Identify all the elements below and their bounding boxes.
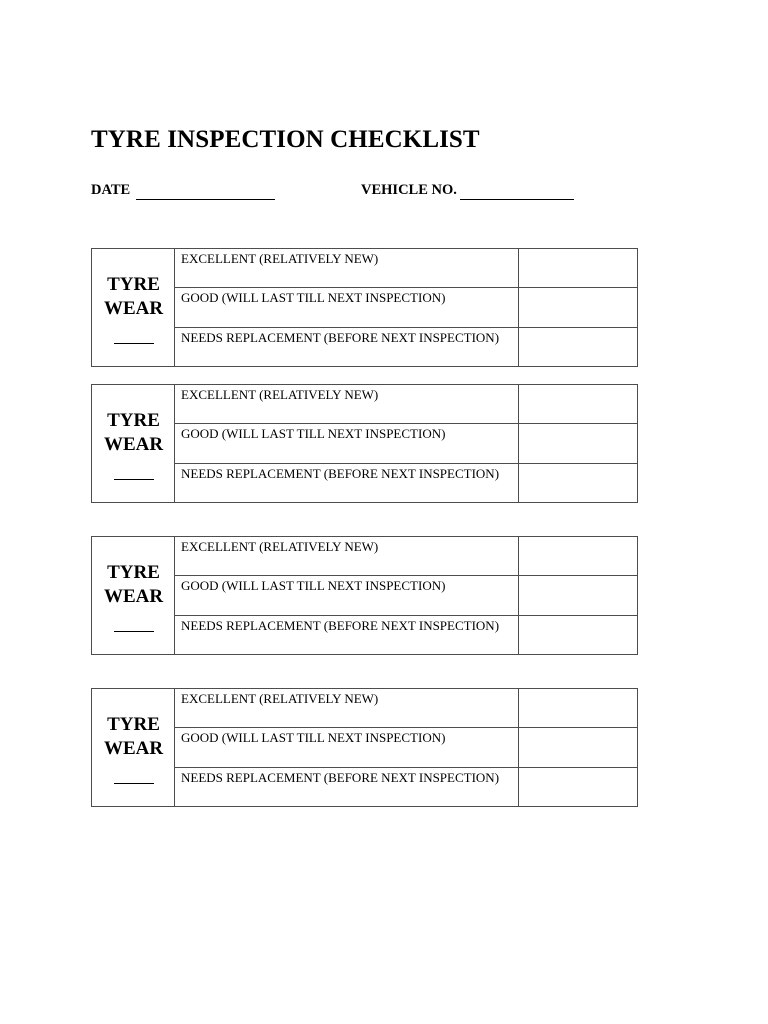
option-row-needs-replacement — [175, 328, 637, 366]
option-label: GOOD (WILL LAST TILL NEXT INSPECTION) — [181, 290, 446, 305]
tyre-wear-block — [91, 384, 638, 503]
tyre-label: TYRE — [107, 410, 160, 431]
check-cell[interactable] — [518, 768, 637, 806]
tyre-wear-label-cell — [92, 385, 175, 502]
check-cell[interactable] — [518, 249, 637, 287]
option-row-excellent — [175, 249, 637, 288]
tyre-wear-block — [91, 688, 638, 807]
option-label: EXCELLENT (RELATIVELY NEW) — [181, 387, 379, 402]
option-label: GOOD (WILL LAST TILL NEXT INSPECTION) — [181, 578, 446, 593]
wear-label: WEAR — [103, 434, 164, 455]
option-row-excellent — [175, 537, 637, 576]
vehicle-number-field[interactable] — [460, 199, 574, 200]
tyre-position-field[interactable] — [114, 631, 154, 632]
tyre-position-field[interactable] — [114, 783, 154, 784]
tyre-wear-label-cell — [92, 249, 175, 366]
option-row-needs-replacement — [175, 616, 637, 654]
option-label: GOOD (WILL LAST TILL NEXT INSPECTION) — [181, 426, 446, 441]
tyre-label: TYRE — [107, 562, 160, 583]
check-cell[interactable] — [518, 385, 637, 423]
option-row-needs-replacement — [175, 464, 637, 502]
check-cell[interactable] — [518, 464, 637, 502]
option-row-good — [175, 728, 637, 768]
option-row-good — [175, 576, 637, 616]
option-row-good — [175, 424, 637, 464]
option-row-excellent — [175, 385, 637, 424]
check-cell[interactable] — [518, 288, 637, 327]
check-cell[interactable] — [518, 576, 637, 615]
wear-label: WEAR — [103, 738, 164, 759]
option-row-good — [175, 288, 637, 328]
option-label: EXCELLENT (RELATIVELY NEW) — [181, 539, 379, 554]
option-row-needs-replacement — [175, 768, 637, 806]
page-title: TYRE INSPECTION CHECKLIST — [91, 126, 480, 153]
option-label: EXCELLENT (RELATIVELY NEW) — [181, 251, 379, 266]
tyre-wear-label-cell — [92, 689, 175, 806]
tyre-wear-label-cell — [92, 537, 175, 654]
date-label: DATE — [91, 182, 131, 198]
option-row-excellent — [175, 689, 637, 728]
check-cell[interactable] — [518, 424, 637, 463]
tyre-label: TYRE — [107, 274, 160, 295]
check-cell[interactable] — [518, 537, 637, 575]
option-label: NEEDS REPLACEMENT (BEFORE NEXT INSPECTION) — [181, 770, 500, 785]
tyre-wear-block — [91, 536, 638, 655]
wear-label: WEAR — [103, 586, 164, 607]
check-cell[interactable] — [518, 689, 637, 727]
wear-label: WEAR — [103, 298, 164, 319]
date-field[interactable] — [136, 199, 275, 200]
option-label: NEEDS REPLACEMENT (BEFORE NEXT INSPECTION) — [181, 618, 500, 633]
tyre-position-field[interactable] — [114, 479, 154, 480]
check-cell[interactable] — [518, 328, 637, 366]
option-label: EXCELLENT (RELATIVELY NEW) — [181, 691, 379, 706]
tyre-wear-block — [91, 248, 638, 367]
check-cell[interactable] — [518, 616, 637, 654]
tyre-position-field[interactable] — [114, 343, 154, 344]
tyre-label: TYRE — [107, 714, 160, 735]
option-label: GOOD (WILL LAST TILL NEXT INSPECTION) — [181, 730, 446, 745]
check-cell[interactable] — [518, 728, 637, 767]
vehicle-number-label: VEHICLE NO. — [361, 182, 457, 198]
option-label: NEEDS REPLACEMENT (BEFORE NEXT INSPECTION) — [181, 466, 500, 481]
option-label: NEEDS REPLACEMENT (BEFORE NEXT INSPECTION) — [181, 330, 500, 345]
